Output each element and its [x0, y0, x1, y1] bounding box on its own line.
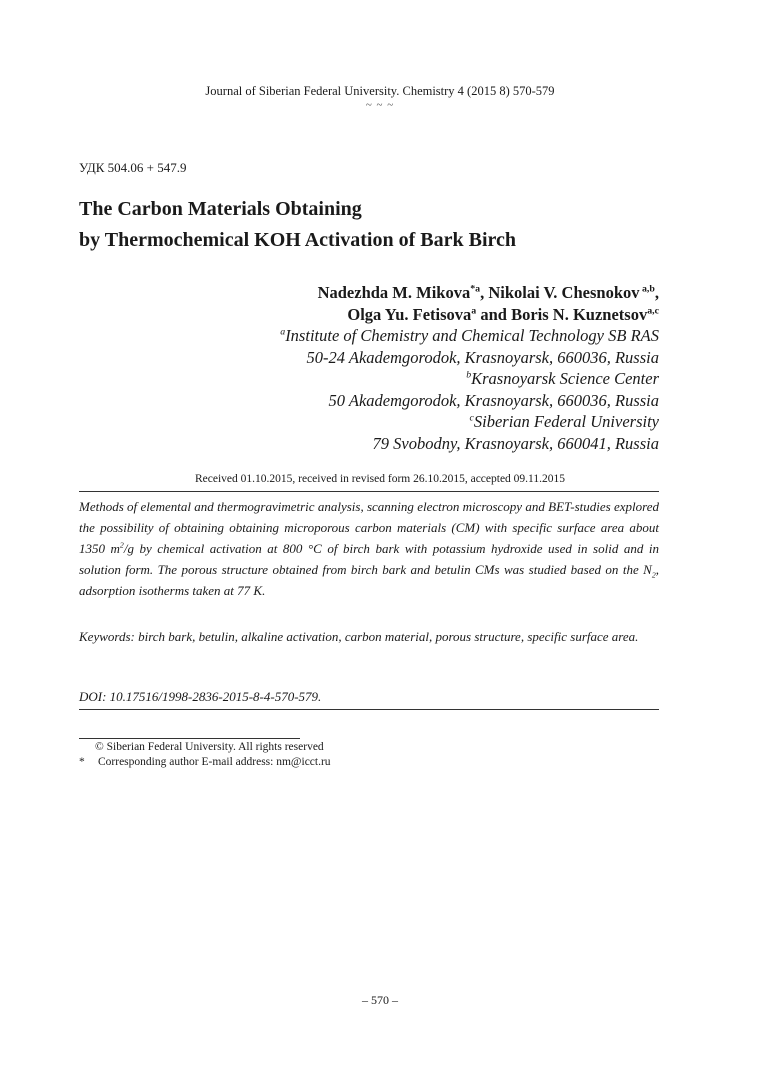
journal-header: Journal of Siberian Federal University. Chemistry 4 (2015 8) 570-579 — [205, 84, 555, 98]
affiliation-text: Institute of Chemistry and Chemical Technology SB RAS — [285, 326, 659, 345]
divider-top — [79, 491, 659, 492]
author-separator: , — [480, 283, 489, 302]
paper-title — [79, 194, 516, 256]
received-dates: Received 01.10.2015, received in revised form 26.10.2015, accepted 09.11.2015 — [194, 473, 566, 485]
footnote-corresponding — [79, 756, 331, 768]
affiliation-mark: c — [469, 412, 474, 424]
author-separator: and — [476, 305, 512, 324]
affiliation-text: Siberian Federal University — [473, 412, 659, 431]
divider-bottom — [79, 709, 659, 710]
affiliation-address: 79 Svobodny, Krasnoyarsk, 660041, Russia — [372, 433, 659, 453]
abstract-text: Methods of elemental and thermogravimetric analysis, scanning electron microscopy and BET-studies explored the possibility of obtaining obtaining microporous carbon materials (CM) with specific surface area about 1350 m — [79, 499, 659, 556]
author-line-2 — [318, 304, 659, 326]
title-line-2: by Thermochemical KOH Activation of Bark Birch — [79, 229, 517, 251]
affiliation-name — [280, 411, 659, 433]
affiliation-address: 50 Akademgorodok, Krasnoyarsk, 660036, Russia — [328, 390, 659, 410]
affiliation-name — [280, 325, 659, 347]
abstract — [79, 496, 659, 601]
abstract-text: , adsorption isotherms taken at 77 K. — [79, 562, 659, 598]
footnote-copyright: © Siberian Federal University. All rights reserved — [95, 741, 324, 753]
udc-code: УДК 504.06 + 547.9 — [79, 160, 187, 175]
author-affil-mark: a,c — [647, 305, 659, 317]
abstract-superscript: 2 — [119, 540, 124, 550]
author-name: Nikolai V. Chesnokov — [488, 283, 640, 302]
doi: DOI: 10.17516/1998-2836-2015-8-4-570-579. — [79, 689, 322, 704]
author-list — [318, 282, 659, 326]
author-name: Nadezhda M. Mikova — [317, 283, 471, 302]
affiliation-name — [280, 368, 659, 390]
footnote-mark: * — [79, 756, 85, 768]
keywords: Keywords: birch bark, betulin, alkaline activation, carbon material, porous structure, specific surface area. — [79, 629, 639, 644]
title-line-1: The Carbon Materials Obtaining — [79, 198, 362, 220]
header-separator: ~ ~ ~ — [365, 99, 395, 111]
affiliation-text: Krasnoyarsk Science Center — [471, 369, 659, 388]
affiliation-mark: b — [466, 369, 472, 381]
footnote-corresponding-text: Corresponding author E-mail address: nm@icct.ru — [98, 756, 331, 768]
author-affil-mark: a,b — [639, 283, 655, 295]
affiliation-address: 50-24 Akademgorodok, Krasnoyarsk, 660036, Russia — [306, 347, 659, 367]
affiliation-mark: a — [280, 326, 286, 338]
affiliations — [280, 325, 659, 454]
author-line-1 — [318, 282, 659, 304]
footnote-rule — [79, 738, 300, 739]
page-number: – 570 – — [362, 993, 398, 1007]
author-name: Boris N. Kuznetsov — [511, 305, 648, 324]
author-affil-mark: a — [471, 305, 477, 317]
author-separator: , — [654, 283, 659, 302]
abstract-text: /g by chemical activation at 800 °C of birch bark with potassium hydroxide used in solid and in solution form. The porous structure obtained from birch bark and betulin CMs was studied based on the N — [79, 541, 659, 577]
abstract-subscript: 2 — [651, 570, 656, 580]
author-name: Olga Yu. Fetisova — [347, 305, 472, 324]
author-affil-mark: *a — [470, 283, 481, 295]
